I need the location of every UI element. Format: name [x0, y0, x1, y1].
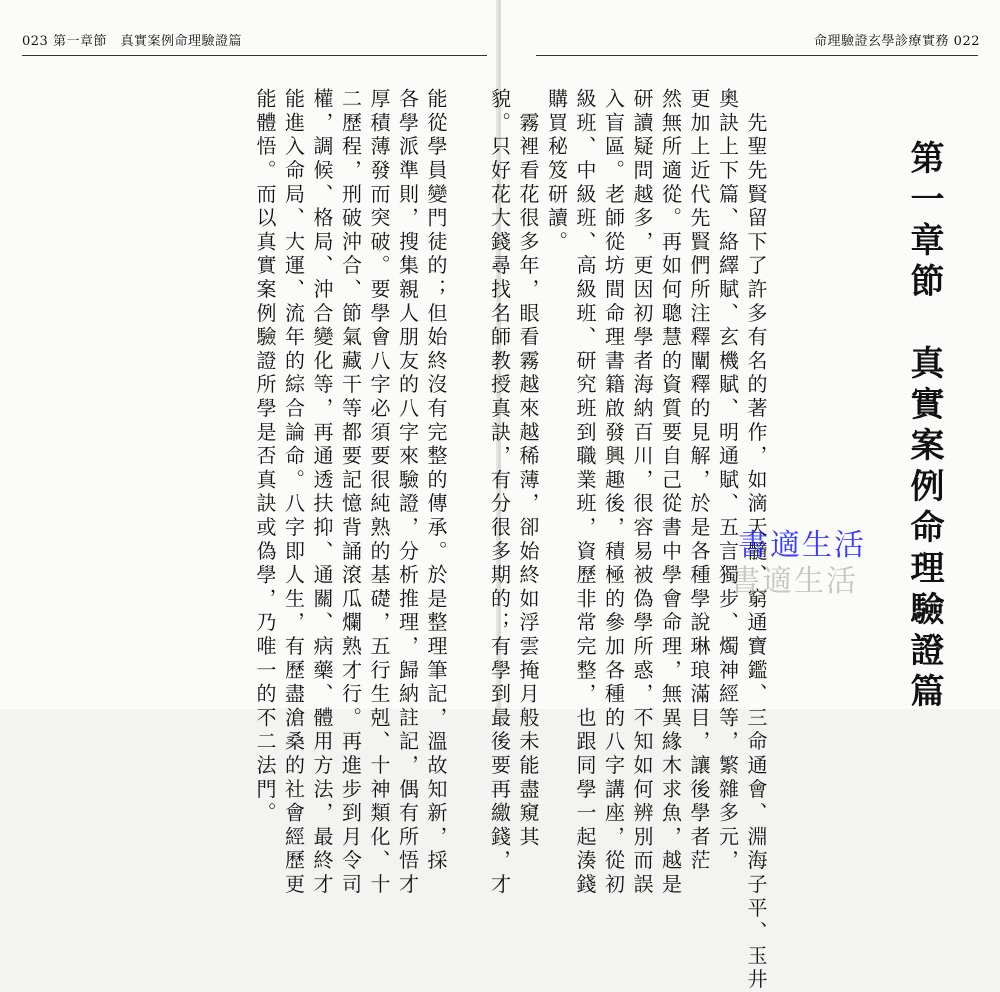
left-page [0, 0, 499, 898]
watermark-shadow: 書適生活 [730, 564, 858, 599]
left-header-rule [22, 55, 487, 56]
left-page-header: 023 第一章節 真實案例命理驗證篇 [22, 34, 242, 49]
right-page-header: 命理驗證玄學診療實務 022 [814, 34, 980, 49]
left-page-body: 能從學員變門徒的；但始終沒有完整的傳承。於是整理筆記，溫故知新，採 各學派準則，搜集親人朋友的八字來驗證，分析推理，歸納註記，偶有所悟才 厚積薄發而突破。要學會八字必須要很純熟的基礎，五行生剋、十神類化、十 二歷程，刑破沖合、節氣藏干等都要記憶背誦滾瓜爛熟才行。再進步到月令司 權，調候、格局、沖合變化等，再通透扶抑、通關、病藥、體用方法，最終才 能進入命局、大運、流年的綜合論命。八字即人生，有歷盡滄桑的社會經歷更 能體悟。而以真實案例驗證所學是否真訣或偽學，乃唯一的不二法門。 [253, 88, 448, 898]
right-header-rule [536, 55, 978, 56]
watermark [722, 520, 892, 600]
chapter-title: 第一章節 真實案例命理驗證篇 [904, 140, 944, 714]
right-page-body: 先聖先賢留下了許多有名的著作，如滴天髓、窮通寶鑑、三命通會、淵海子平、玉井 奧訣上下篇、絡繹賦、玄機賦、明通賦、五言獨步、燭神經等，繁雜多元， 更加上近代先賢們所注釋闡釋的見解，於是各種學說琳琅滿目，讓後學者茫 然無所適從。再如何聰慧的資質要自己從書中學會命理，無異緣木求魚，越是 研讀疑問越多，更因初學者海納百川，很容易被偽學所惑，不知如何辨別而誤 入盲區。老師從坊間命理書籍啟發興趣後，積極的參加各種的八字講座，從初 級班、中級班、高級班、研究班到職業班，資歷非常完整，也跟同學一起湊錢 購買秘笈研讀。 霧裡看花很多年，眼看霧越來越稀薄，卻始終如浮雲掩月般未能盡窺其 貌。只好花大錢尋找名師教授真訣，有分很多期的；有學到最後要再繳錢，才 [487, 88, 768, 992]
watermark-primary: 書適生活 [738, 528, 866, 563]
